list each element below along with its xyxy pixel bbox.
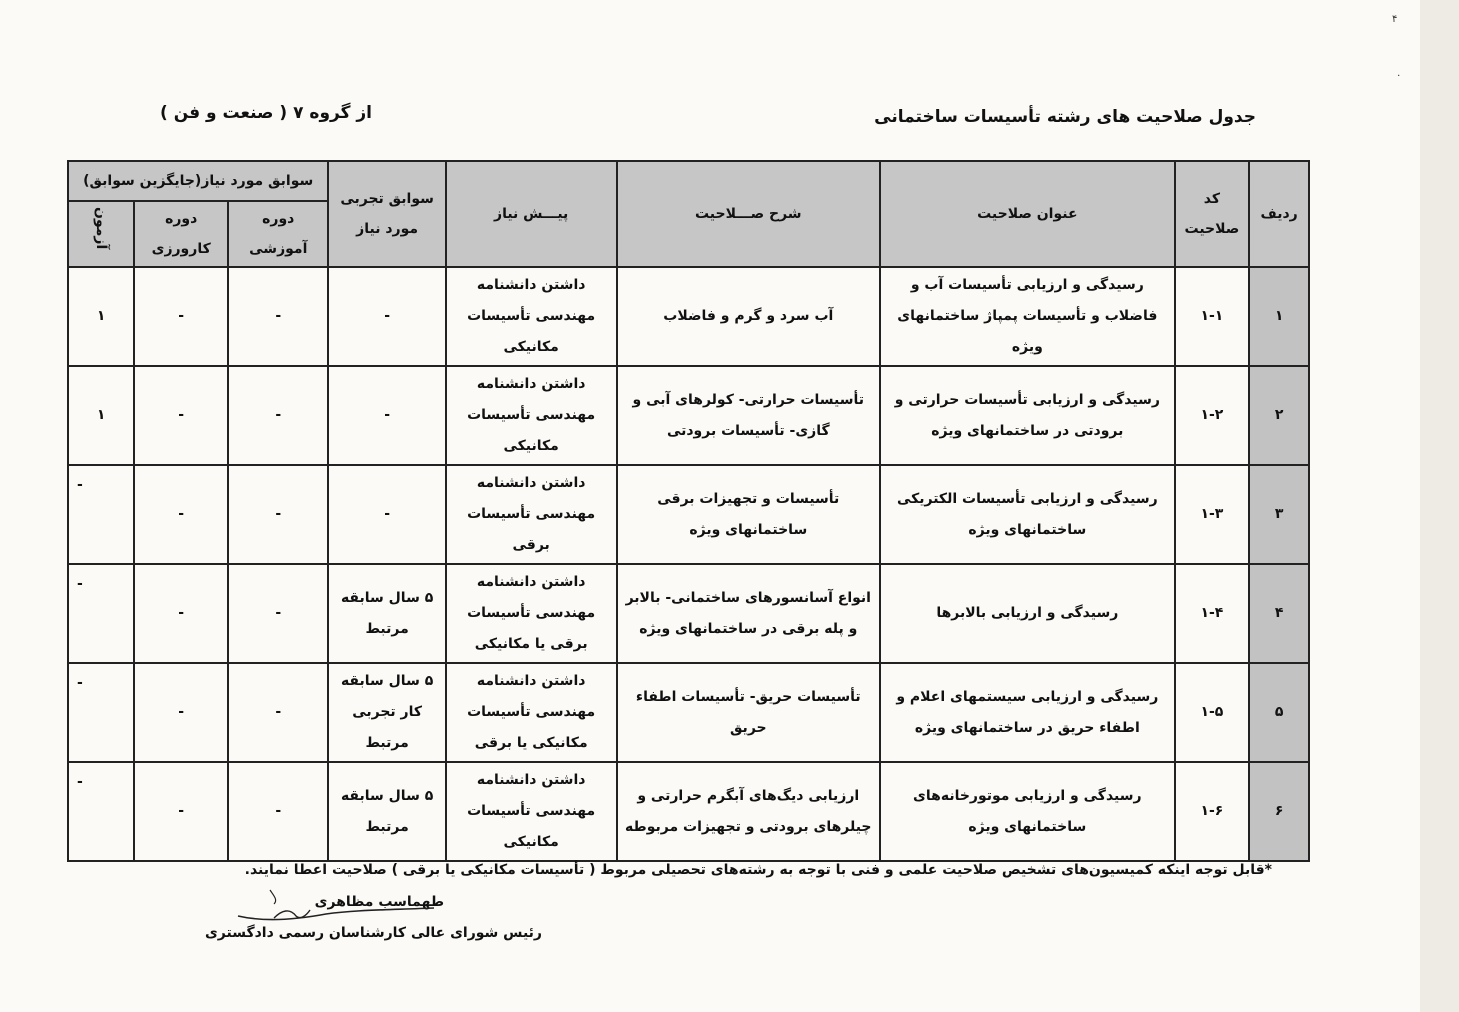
row-number: ۶ bbox=[1249, 762, 1309, 861]
row-internship: - bbox=[134, 564, 228, 663]
table-row bbox=[68, 366, 1309, 465]
row-desc: ارزیابی دیگ‌های آبگرم حرارتی و چیلرهای برودتی و تجهیزات مربوطه bbox=[617, 762, 881, 861]
col-header-code: کد صلاحیت bbox=[1175, 161, 1250, 267]
row-title: رسیدگی و ارزیابی تأسیسات حرارتی و برودتی در ساختمانهای ویژه bbox=[880, 366, 1175, 465]
row-exam: - bbox=[68, 465, 134, 564]
row-experience: - bbox=[328, 465, 445, 564]
col-header-title: عنوان صلاحیت bbox=[880, 161, 1175, 267]
table-row bbox=[68, 267, 1309, 366]
row-desc: تأسیسات حرارتی- کولرهای آبی و گازی- تأسیسات برودتی bbox=[617, 366, 881, 465]
row-desc: آب سرد و گرم و فاضلاب bbox=[617, 267, 881, 366]
footnote: *قابل توجه اینکه کمیسیون‌های تشخیص صلاحیت علمی و فنی با توجه به رشته‌های تحصیلی مربوط ( تأسیسات مکانیکی یا برقی ) صلاحیت اعطا نمایند. bbox=[244, 862, 1272, 878]
row-experience: ۵ سال سابقه مرتبط bbox=[328, 564, 445, 663]
row-title: رسیدگی و ارزیابی موتورخانه‌های ساختمانهای ویژه bbox=[880, 762, 1175, 861]
row-internship: - bbox=[134, 762, 228, 861]
row-training: - bbox=[228, 366, 328, 465]
col-header-prereq: پیـــش نیاز bbox=[446, 161, 617, 267]
row-internship: - bbox=[134, 366, 228, 465]
col-header-experience: سوابق تجربی مورد نیاز bbox=[328, 161, 445, 267]
row-training: - bbox=[228, 663, 328, 762]
row-desc: تأسیسات و تجهیزات برقی ساختمانهای ویژه bbox=[617, 465, 881, 564]
row-desc: انواع آسانسورهای ساختمانی- بالابر و پله برقی در ساختمانهای ویژه bbox=[617, 564, 881, 663]
table-row bbox=[68, 762, 1309, 861]
table-row bbox=[68, 663, 1309, 762]
row-exam: - bbox=[68, 663, 134, 762]
col-header-internship: دوره کارورزی bbox=[134, 201, 228, 267]
row-title: رسیدگی و ارزیابی سیستمهای اعلام و اطفاء حریق در ساختمانهای ویژه bbox=[880, 663, 1175, 762]
row-experience: - bbox=[328, 366, 445, 465]
row-prereq: داشتن دانشنامه مهندسی تأسیسات مکانیکی یا برقی bbox=[446, 663, 617, 762]
row-internship: - bbox=[134, 267, 228, 366]
row-exam: - bbox=[68, 762, 134, 861]
row-number: ۴ bbox=[1249, 564, 1309, 663]
row-code: ۱-۱ bbox=[1175, 267, 1250, 366]
row-code: ۱-۴ bbox=[1175, 564, 1250, 663]
row-prereq: داشتن دانشنامه مهندسی تأسیسات مکانیکی bbox=[446, 366, 617, 465]
row-prereq: داشتن دانشنامه مهندسی تأسیسات برقی bbox=[446, 465, 617, 564]
row-number: ۳ bbox=[1249, 465, 1309, 564]
row-prereq: داشتن دانشنامه مهندسی تأسیسات برقی یا مکانیکی bbox=[446, 564, 617, 663]
row-desc: تأسیسات حریق- تأسیسات اطفاء حریق bbox=[617, 663, 881, 762]
row-experience: - bbox=[328, 267, 445, 366]
col-header-desc: شرح صـــلاحیت bbox=[617, 161, 881, 267]
row-title: رسیدگی و ارزیابی بالابرها bbox=[880, 564, 1175, 663]
col-header-training: دوره آموزشی bbox=[228, 201, 328, 267]
row-training: - bbox=[228, 465, 328, 564]
row-training: - bbox=[228, 564, 328, 663]
row-experience: ۵ سال سابقه کار تجربی مرتبط bbox=[328, 663, 445, 762]
signer-title: رئیس شورای عالی کارشناسان رسمی دادگستری bbox=[204, 925, 542, 941]
row-prereq: داشتن دانشنامه مهندسی تأسیسات مکانیکی bbox=[446, 762, 617, 861]
row-experience: ۵ سال سابقه مرتبط bbox=[328, 762, 445, 861]
row-code: ۱-۳ bbox=[1175, 465, 1250, 564]
col-header-group: سوابق مورد نیاز(جایگزین سوابق) bbox=[68, 161, 328, 201]
row-exam: - bbox=[68, 564, 134, 663]
row-number: ۵ bbox=[1249, 663, 1309, 762]
margin-mark: ۰ bbox=[1396, 70, 1402, 81]
row-training: - bbox=[228, 267, 328, 366]
page-edge bbox=[1420, 0, 1459, 1012]
col-header-exam bbox=[68, 201, 134, 267]
signature-scribble bbox=[234, 886, 444, 926]
table-row bbox=[68, 564, 1309, 663]
table-row bbox=[68, 465, 1309, 564]
row-code: ۱-۶ bbox=[1175, 762, 1250, 861]
row-training: - bbox=[228, 762, 328, 861]
signer-name: طهماسب مظاهری bbox=[314, 894, 444, 910]
row-prereq: داشتن دانشنامه مهندسی تأسیسات مکانیکی bbox=[446, 267, 617, 366]
margin-mark: ۴ bbox=[1392, 14, 1398, 25]
row-number: ۱ bbox=[1249, 267, 1309, 366]
row-internship: - bbox=[134, 663, 228, 762]
document-title: جدول صلاحیت های رشته تأسیسات ساختمانی bbox=[874, 107, 1256, 127]
row-title: رسیدگی و ارزیابی تأسیسات الکتریکی ساختمانهای ویژه bbox=[880, 465, 1175, 564]
col-header-row: ردیف bbox=[1249, 161, 1309, 267]
row-number: ۲ bbox=[1249, 366, 1309, 465]
row-title: رسیدگی و ارزیابی تأسیسات آب و فاضلاب و تأسیسات پمپاژ ساختمانهای ویژه bbox=[880, 267, 1175, 366]
row-code: ۱-۲ bbox=[1175, 366, 1250, 465]
row-exam: ۱ bbox=[68, 366, 134, 465]
row-internship: - bbox=[134, 465, 228, 564]
group-label: از گروه ۷ ( صنعت و فن ) bbox=[160, 103, 372, 123]
row-exam: ۱ bbox=[68, 267, 134, 366]
qualifications-table bbox=[67, 160, 1310, 862]
row-code: ۱-۵ bbox=[1175, 663, 1250, 762]
exam-label: آزمون bbox=[93, 207, 110, 250]
